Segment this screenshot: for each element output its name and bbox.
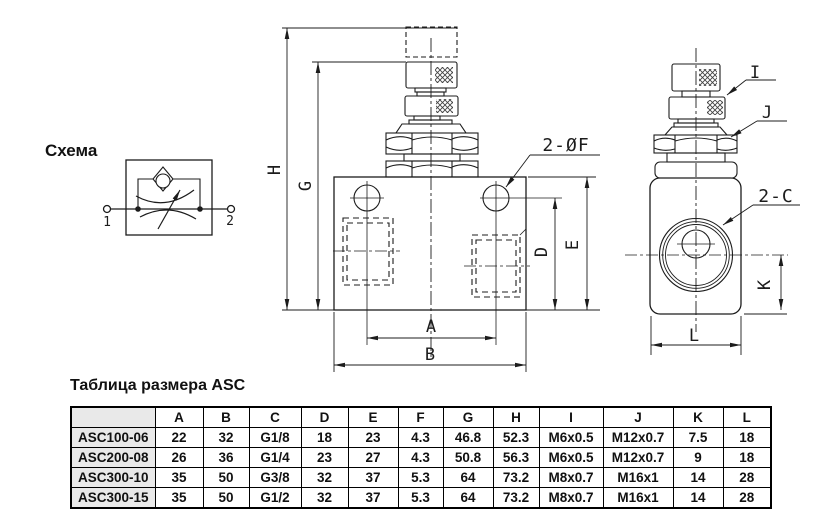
size-value-cell: 32 bbox=[203, 428, 249, 448]
table-row bbox=[71, 488, 771, 509]
check-valve-icon bbox=[153, 167, 173, 191]
size-value-cell: 35 bbox=[155, 488, 203, 509]
port-1-terminal bbox=[104, 206, 111, 213]
washer bbox=[404, 154, 460, 161]
knob-neck bbox=[417, 92, 444, 96]
table-col-header: K bbox=[673, 407, 723, 428]
size-value-cell: 52.3 bbox=[493, 428, 539, 448]
size-value-cell: 14 bbox=[673, 468, 723, 488]
table-col-header: C bbox=[249, 407, 301, 428]
dim-label-A: A bbox=[425, 317, 437, 337]
size-value-cell: 37 bbox=[348, 488, 398, 509]
model-name-cell: ASC200-08 bbox=[71, 448, 155, 468]
size-value-cell: 22 bbox=[155, 428, 203, 448]
knob-neck bbox=[415, 88, 446, 92]
size-value-cell: 32 bbox=[301, 488, 348, 509]
size-value-cell: 35 bbox=[155, 468, 203, 488]
table-col-header: L bbox=[723, 407, 771, 428]
leader-J bbox=[731, 121, 757, 137]
size-value-cell: 50 bbox=[203, 468, 249, 488]
size-value-cell: 5.3 bbox=[398, 468, 443, 488]
hex-nut-upper bbox=[386, 133, 478, 154]
table-col-header: D bbox=[301, 407, 348, 428]
size-value-cell: 7.5 bbox=[673, 428, 723, 448]
size-value-cell: 32 bbox=[301, 468, 348, 488]
size-value-cell: 28 bbox=[723, 488, 771, 509]
size-value-cell: M12x0.7 bbox=[603, 428, 673, 448]
table-row bbox=[71, 428, 771, 448]
callout-label-I: I bbox=[749, 63, 761, 83]
schematic-symbol bbox=[45, 141, 235, 235]
size-value-cell: 36 bbox=[203, 448, 249, 468]
size-value-cell: M16x1 bbox=[603, 468, 673, 488]
table-col-header: J bbox=[603, 407, 673, 428]
table-row bbox=[71, 468, 771, 488]
table-col-header: G bbox=[443, 407, 493, 428]
leader-I bbox=[727, 80, 746, 95]
port-2-terminal bbox=[228, 206, 235, 213]
hole-callout-2-oF: 2-ØF bbox=[542, 135, 590, 156]
size-value-cell: 9 bbox=[673, 448, 723, 468]
size-value-cell: 50.8 bbox=[443, 448, 493, 468]
size-value-cell: 37 bbox=[348, 468, 398, 488]
size-value-cell: 64 bbox=[443, 488, 493, 509]
stem-collar bbox=[409, 120, 452, 124]
size-value-cell: 27 bbox=[348, 448, 398, 468]
table-title: Таблица размера ASC bbox=[70, 377, 246, 394]
size-table bbox=[70, 406, 772, 509]
knurl-texture bbox=[435, 67, 453, 83]
size-value-cell: 4.3 bbox=[398, 428, 443, 448]
table-header-row bbox=[71, 407, 771, 428]
table-col-header: H bbox=[493, 407, 539, 428]
front-view bbox=[333, 27, 562, 358]
hex-nut-side bbox=[654, 135, 737, 153]
size-value-cell: 5.3 bbox=[398, 488, 443, 509]
table-col-header: A bbox=[155, 407, 203, 428]
table-col-header: B bbox=[203, 407, 249, 428]
model-name-cell: ASC300-15 bbox=[71, 488, 155, 509]
stem-collar bbox=[414, 116, 440, 120]
table-col-header: I bbox=[539, 407, 603, 428]
size-value-cell: 23 bbox=[348, 428, 398, 448]
size-value-cell: M6x0.5 bbox=[539, 448, 603, 468]
size-value-cell: 18 bbox=[723, 428, 771, 448]
hex-nut-lower bbox=[386, 161, 478, 177]
model-name-cell: ASC100-06 bbox=[71, 428, 155, 448]
size-value-cell: 18 bbox=[301, 428, 348, 448]
table-corner-cell bbox=[71, 407, 155, 428]
dim-label-G: G bbox=[296, 180, 316, 192]
front-view-dimensions bbox=[265, 28, 600, 372]
size-value-cell: 73.2 bbox=[493, 488, 539, 509]
port-2-label: 2 bbox=[226, 214, 234, 229]
dim-label-B: B bbox=[424, 345, 436, 365]
size-value-cell: M8x0.7 bbox=[539, 488, 603, 509]
size-value-cell: 56.3 bbox=[493, 448, 539, 468]
schematic-title: Схема bbox=[45, 141, 98, 160]
size-value-cell: M16x1 bbox=[603, 488, 673, 509]
table-col-header: F bbox=[398, 407, 443, 428]
size-value-cell: 73.2 bbox=[493, 468, 539, 488]
size-value-cell: 50 bbox=[203, 488, 249, 509]
size-value-cell: G1/4 bbox=[249, 448, 301, 468]
size-value-cell: G3/8 bbox=[249, 468, 301, 488]
size-value-cell: 4.3 bbox=[398, 448, 443, 468]
valve-body-front bbox=[334, 177, 526, 310]
dim-label-E: E bbox=[563, 239, 583, 251]
size-value-cell: M12x0.7 bbox=[603, 448, 673, 468]
knurl-texture bbox=[707, 100, 723, 115]
callout-label-J: J bbox=[761, 103, 773, 123]
knurl-texture bbox=[436, 99, 453, 113]
size-value-cell: 64 bbox=[443, 468, 493, 488]
knob-raised-position bbox=[406, 27, 457, 57]
dim-label-K: K bbox=[755, 279, 775, 291]
knurl-texture bbox=[699, 69, 717, 86]
size-value-cell: 14 bbox=[673, 488, 723, 509]
port-1-label: 1 bbox=[103, 215, 111, 230]
size-value-cell: M8x0.7 bbox=[539, 468, 603, 488]
dim-label-L: L bbox=[688, 326, 700, 346]
threaded-port-left bbox=[343, 218, 393, 285]
size-value-cell: 46.8 bbox=[443, 428, 493, 448]
size-value-cell: G1/2 bbox=[249, 488, 301, 509]
size-value-cell: 26 bbox=[155, 448, 203, 468]
table-row bbox=[71, 448, 771, 468]
port-callout-2-C: 2-C bbox=[758, 186, 794, 207]
size-value-cell: 28 bbox=[723, 468, 771, 488]
model-name-cell: ASC300-10 bbox=[71, 468, 155, 488]
size-value-cell: M6x0.5 bbox=[539, 428, 603, 448]
dim-label-H: H bbox=[265, 164, 285, 176]
size-value-cell: 23 bbox=[301, 448, 348, 468]
dim-label-D: D bbox=[532, 246, 552, 258]
leader-2C bbox=[723, 205, 753, 225]
table-col-header: E bbox=[348, 407, 398, 428]
size-value-cell: 18 bbox=[723, 448, 771, 468]
size-value-cell: G1/8 bbox=[249, 428, 301, 448]
